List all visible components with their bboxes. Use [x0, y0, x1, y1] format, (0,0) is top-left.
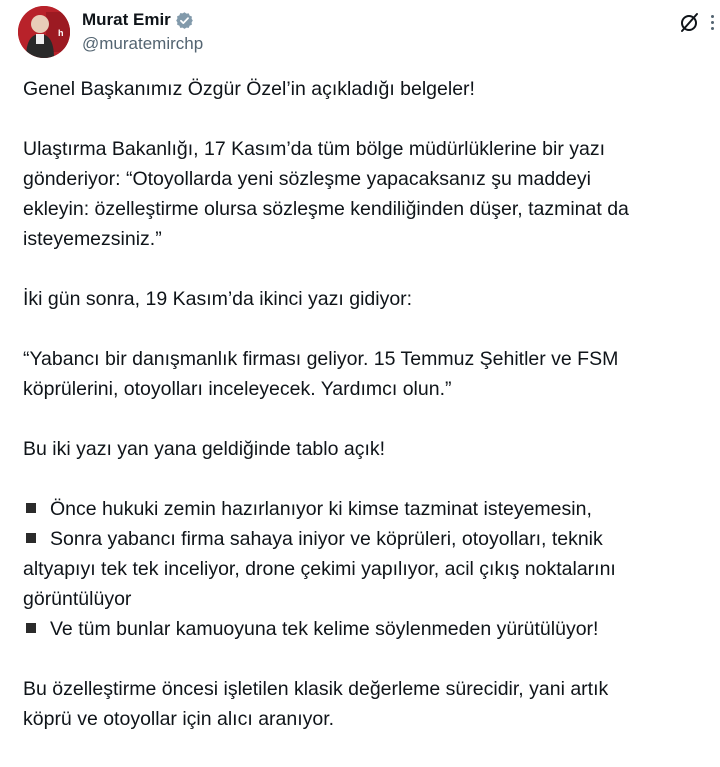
grok-icon[interactable] [678, 10, 702, 34]
avatar[interactable] [18, 6, 70, 58]
tweet-text [23, 74, 703, 764]
list-item: Önce hukuki zemin hazırlanıyor ki kimse tazminat isteyemesin, [23, 494, 703, 524]
paragraph: İki gün sonra, 19 Kasım’da ikinci yazı gidiyor: [23, 288, 413, 310]
paragraph: “Yabancı bir danışmanlık firması geliyor. 15 Temmuz Şehitler ve FSM köprülerini, otoyolları inceleyecek. Yardımcı olun.” [23, 348, 619, 400]
tweet-header [18, 6, 708, 62]
list-item: Sonra yabancı firma sahaya iniyor ve köprüleri, otoyolları, teknik altyapıyı tek tek inceliyor, drone çekimi yapılıyor, acil çıkış noktalarını görüntülüyor [23, 528, 616, 610]
verified-badge-icon [175, 11, 194, 30]
square-bullet-icon [26, 503, 36, 513]
paragraph: Bu iki yazı yan yana geldiğinde tablo açık! [23, 438, 386, 460]
paragraph: Genel Başkanımız Özgür Özel’in açıkladığı belgeler! [23, 78, 475, 100]
more-icon[interactable] [708, 10, 716, 34]
display-name[interactable]: Murat Emir [82, 10, 171, 29]
square-bullet-icon [26, 623, 36, 633]
list-item: Ve tüm bunlar kamuoyuna tek kelime söylenmeden yürütülüyor! [23, 614, 703, 644]
paragraph: Ulaştırma Bakanlığı, 17 Kasım’da tüm bölge müdürlüklerine bir yazı gönderiyor: “Otoyollarda yeni sözleşme yapacaksanız şu maddeyi ekleyin: özelleştirme olursa sözleşme kendiliğinden düşer, tazminat da isteyemezsiniz.” [23, 138, 629, 250]
author-names [82, 9, 203, 55]
paragraph: Bu özelleştirme öncesi işletilen klasik değerleme sürecidir, yani artık köprü ve otoyollar için alıcı aranıyor. [23, 678, 609, 730]
user-handle[interactable]: @muratemirchp [82, 34, 204, 53]
svg-text:h: h [58, 28, 64, 38]
bullet-list [23, 494, 703, 644]
square-bullet-icon [26, 533, 36, 543]
